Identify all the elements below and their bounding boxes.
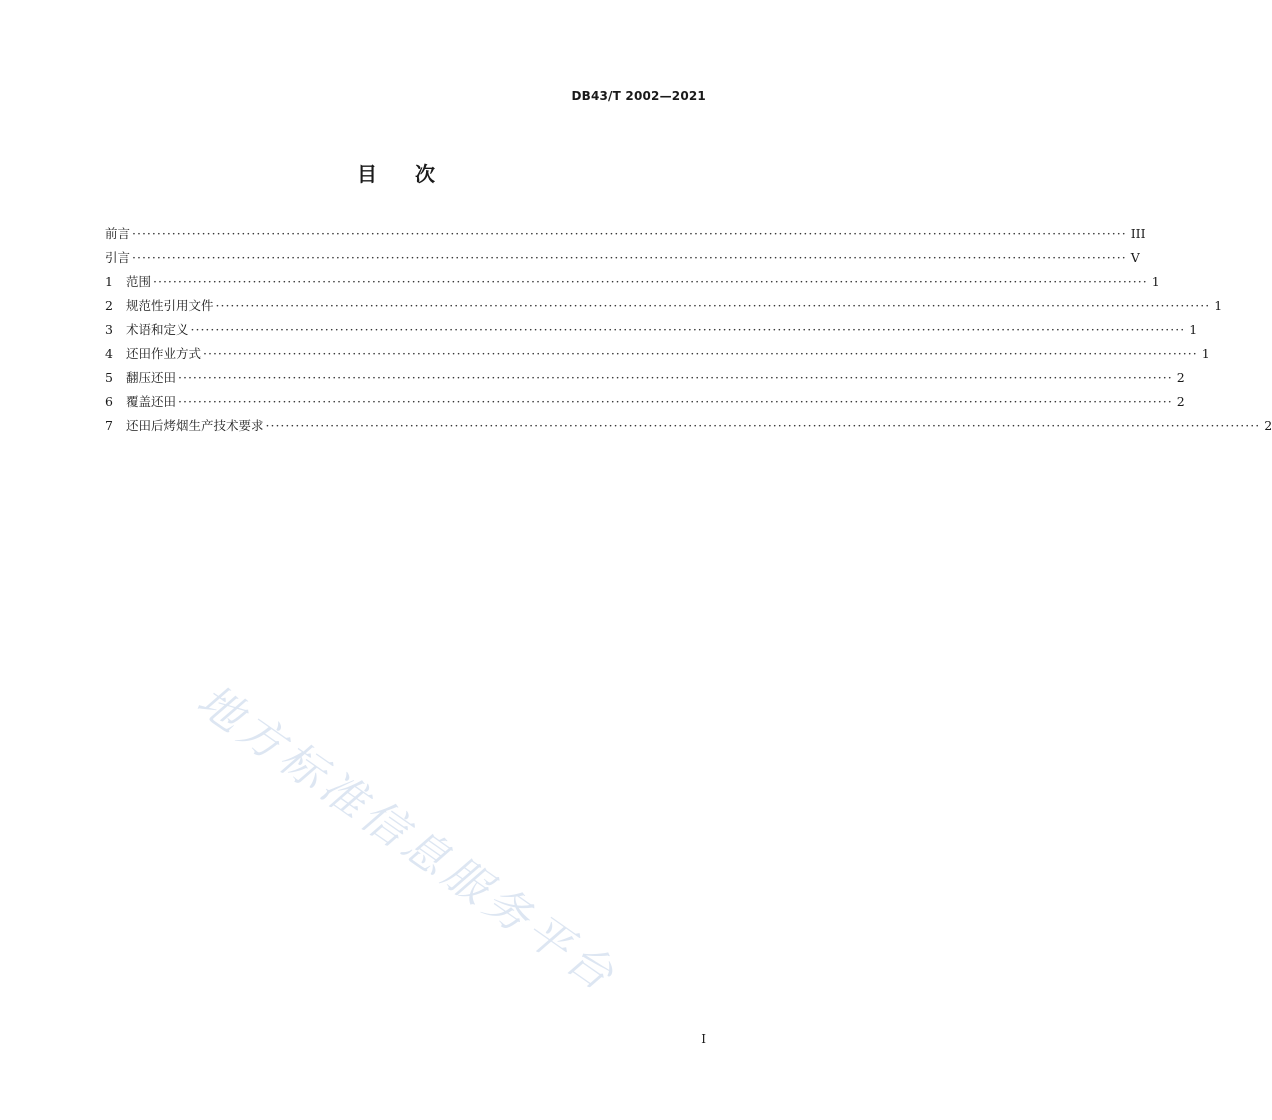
toc-entry-page: 1 xyxy=(1189,322,1198,337)
toc-entry-label: 还田作业方式 xyxy=(126,346,202,361)
toc-entry-introduction[interactable] xyxy=(105,249,1140,273)
toc-entry-scope[interactable] xyxy=(105,273,1160,297)
toc-leader-dots: ········································································································································································································ xyxy=(215,298,1211,313)
toc-entry-plow-return[interactable] xyxy=(105,369,1185,393)
toc-entry-terms-definitions[interactable] xyxy=(105,321,1198,345)
toc-entry-operation-methods[interactable] xyxy=(105,345,1210,369)
toc-entry-tobacco-requirements[interactable] xyxy=(105,417,1272,441)
toc-entry-label: 翻压还田 xyxy=(126,370,177,385)
toc-entry-page: 2 xyxy=(1176,370,1185,385)
toc-leader-dots: ········································································································································································································ xyxy=(178,370,1173,385)
watermark: 地方标准信息服务平台 xyxy=(187,674,627,1004)
toc-title xyxy=(0,158,792,187)
toc-title-char-2: 次 xyxy=(415,162,435,186)
toc-entry-label: 覆盖还田 xyxy=(126,394,177,409)
toc-entry-label: 范围 xyxy=(126,274,152,289)
toc-entry-page: 2 xyxy=(1176,394,1185,409)
toc-entry-number: 5 xyxy=(105,370,113,385)
toc-entry-page: 1 xyxy=(1151,274,1160,289)
toc-entry-number: 4 xyxy=(105,346,113,361)
toc-entry-number: 7 xyxy=(105,418,113,433)
toc-entry-number: 1 xyxy=(105,274,113,289)
page-number: I xyxy=(701,1032,706,1046)
toc-entry-label: 引言 xyxy=(105,250,131,265)
toc-leader-dots: ········································································································································································································ xyxy=(132,250,1127,265)
toc-entry-page: III xyxy=(1130,226,1146,241)
toc-title-char-1: 目 xyxy=(357,162,377,186)
toc-leader-dots: ········································································································································································································ xyxy=(203,346,1198,361)
toc-entry-number: 2 xyxy=(105,298,113,313)
toc-entry-page: V xyxy=(1130,250,1140,265)
toc-leader-dots: ········································································································································································································ xyxy=(265,418,1261,433)
toc-entry-mulch-return[interactable] xyxy=(105,393,1185,417)
toc-entry-label: 术语和定义 xyxy=(126,322,189,337)
toc-entry-page: 1 xyxy=(1214,298,1223,313)
table-of-contents xyxy=(105,225,1272,441)
toc-leader-dots: ········································································································································································································ xyxy=(153,274,1148,289)
toc-entry-number: 3 xyxy=(105,322,113,337)
toc-leader-dots: ········································································································································································································ xyxy=(132,226,1127,241)
document-code: DB43/T 2002—2021 xyxy=(571,89,706,103)
toc-entry-label: 还田后烤烟生产技术要求 xyxy=(126,418,264,433)
toc-entry-page: 2 xyxy=(1264,418,1272,433)
toc-entry-number: 6 xyxy=(105,394,113,409)
toc-leader-dots: ········································································································································································································ xyxy=(178,394,1173,409)
toc-entry-normative-references[interactable] xyxy=(105,297,1223,321)
toc-entry-foreword[interactable] xyxy=(105,225,1146,249)
toc-entry-label: 前言 xyxy=(105,226,131,241)
toc-entry-label: 规范性引用文件 xyxy=(126,298,214,313)
toc-entry-page: 1 xyxy=(1201,346,1210,361)
toc-leader-dots: ········································································································································································································ xyxy=(190,322,1186,337)
